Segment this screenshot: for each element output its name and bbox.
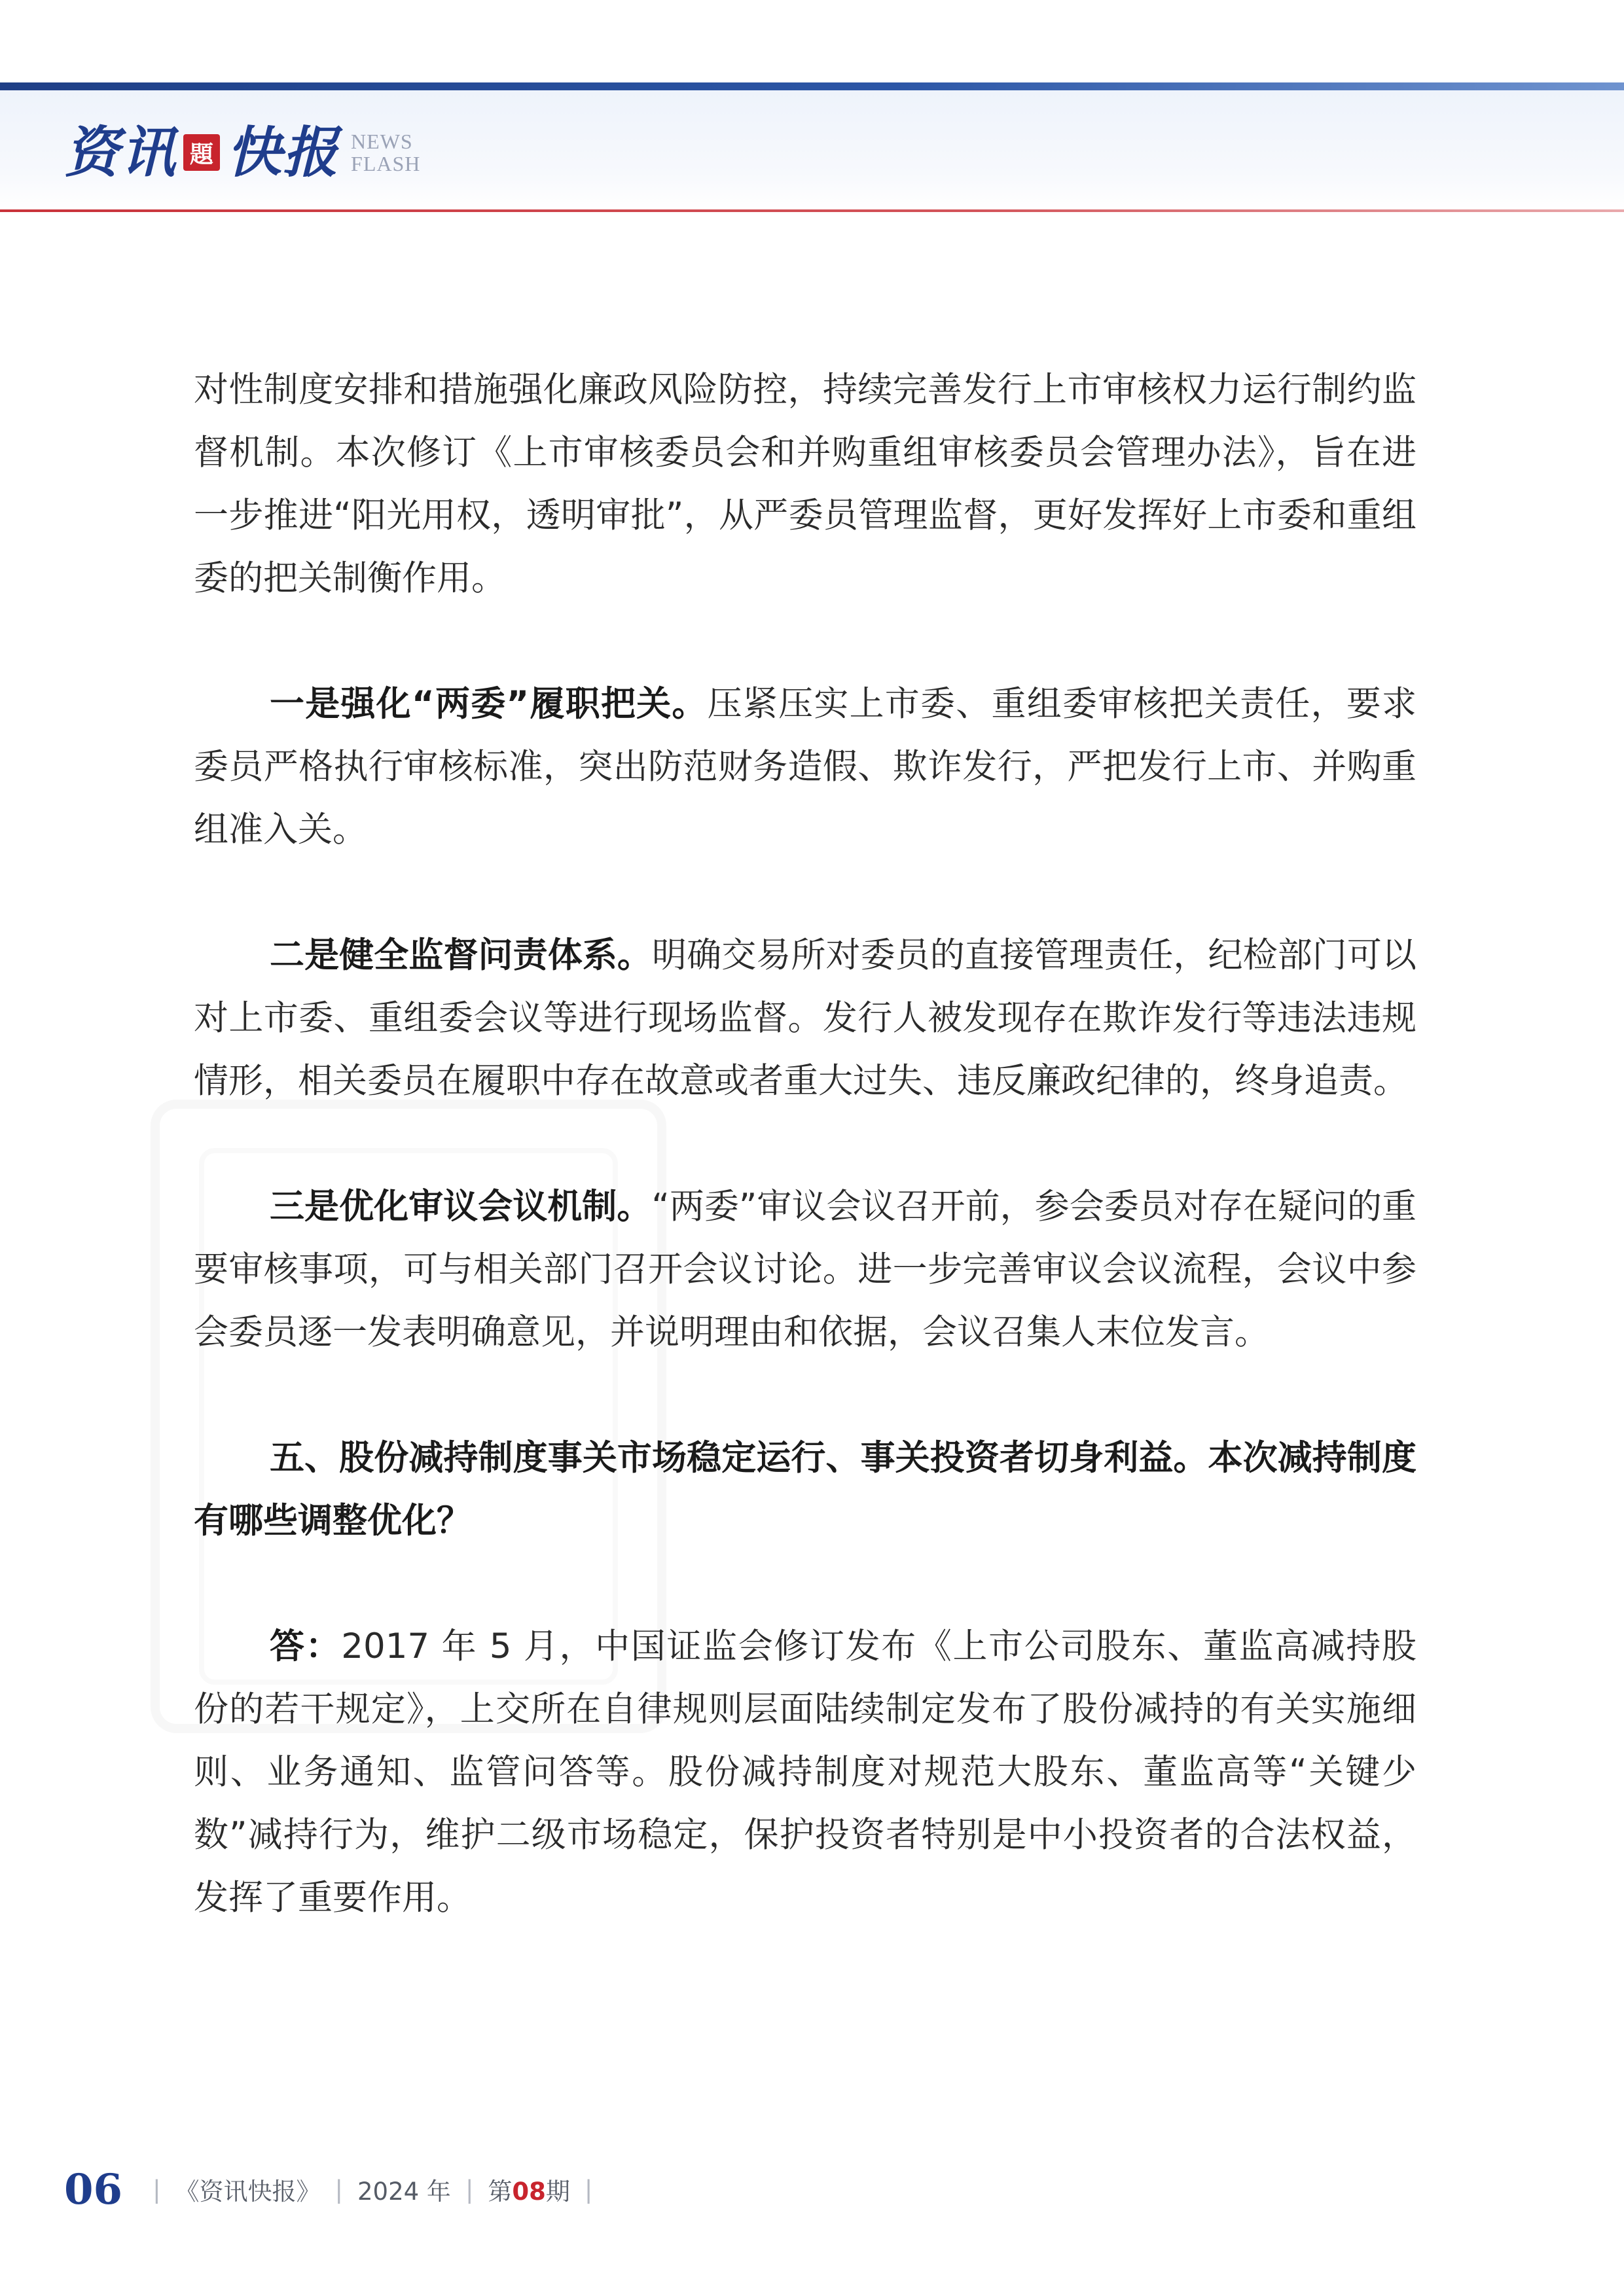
issue-suffix: 期 xyxy=(545,2178,570,2206)
logo-text-second: 快报 xyxy=(226,120,340,185)
paragraph-point-one xyxy=(194,673,1416,861)
point-three-heading: 三是优化审议会议机制。 xyxy=(270,1187,652,1227)
point-two-heading: 二是健全监督问责体系。 xyxy=(270,935,653,975)
answer-label: 答： xyxy=(270,1626,342,1666)
footer-separator: | xyxy=(334,2175,343,2204)
publication-logo xyxy=(64,117,420,188)
header-divider xyxy=(0,209,1624,212)
footer-publication: 《资讯快报》 xyxy=(175,2178,321,2206)
point-one-heading: 一是强化“两委”履职把关。 xyxy=(270,684,708,724)
question-five: 五、股份减持制度事关市场稳定运行、事关投资者切身利益。本次减持制度有哪些调整优化？ xyxy=(194,1438,1416,1541)
issue-prefix: 第 xyxy=(488,2178,513,2206)
paragraph-point-two xyxy=(194,924,1416,1113)
point-two-text: 明确交易所对委员的直接管理责任，纪检部门可以对上市委、重组委会议等进行现场监督。发行人被发现存在欺诈发行等违法违规情形，相关委员在履职中存在故意或者重大过失、违反廉政纪律的，终身追责。 xyxy=(194,935,1416,1101)
point-one-text: 压紧压实上市委、重组委审核把关责任，要求委员严格执行审核标准，突出防范财务造假、欺诈发行，严把发行上市、并购重组准入关。 xyxy=(194,684,1417,850)
footer-separator: | xyxy=(465,2175,474,2204)
issue-number: 08 xyxy=(512,2178,546,2206)
footer-separator: | xyxy=(153,2175,161,2204)
footer-issue xyxy=(488,2172,570,2207)
logo-english-line2: FLASH xyxy=(351,152,421,175)
footer-year: 2024 年 xyxy=(357,2178,451,2206)
logo-english xyxy=(351,130,420,175)
article-body xyxy=(194,359,1416,1929)
point-three-text: “两委”审议会议召开前，参会委员对存在疑问的重要审核事项，可与相关部门召开会议讨论。进一步完善审议会议流程，会议中参会委员逐一发表明确意见，并说明理由和依据，会议召集人末位发言。 xyxy=(194,1187,1416,1352)
footer-separator: | xyxy=(584,2175,593,2204)
header-top-bar xyxy=(0,82,1624,90)
page-number: 06 xyxy=(64,2164,123,2214)
paragraph-point-three xyxy=(194,1175,1416,1364)
logo-english-line1: NEWS xyxy=(351,130,413,153)
logo-text-first: 资讯 xyxy=(64,120,177,185)
page-footer xyxy=(64,2160,607,2219)
answer-text: 2017 年 5 月，中国证监会修订发布《上市公司股东、董监高减持股份的若干规定》，上交所在自律规则层面陆续制定发布了股份减持的有关实施细则、业务通知、监管问答等。股份减持制度对规范大股东、董监高等“关键少数”减持行为，维护二级市场稳定，保护投资者特别是中小投资者的合法权益，发挥了重要作用。 xyxy=(194,1626,1416,1918)
paragraph-continued: 对性制度安排和措施强化廉政风险防控，持续完善发行上市审核权力运行制约监督机制。本次修订《上市审核委员会和并购重组审核委员会管理办法》，旨在进一步推进“阳光用权，透明审批”，从严委员管理监督，更好发挥好上市委和重组委的把关制衡作用。 xyxy=(194,370,1416,598)
logo-seal-icon: 題 xyxy=(183,134,220,171)
answer-five xyxy=(194,1615,1416,1929)
